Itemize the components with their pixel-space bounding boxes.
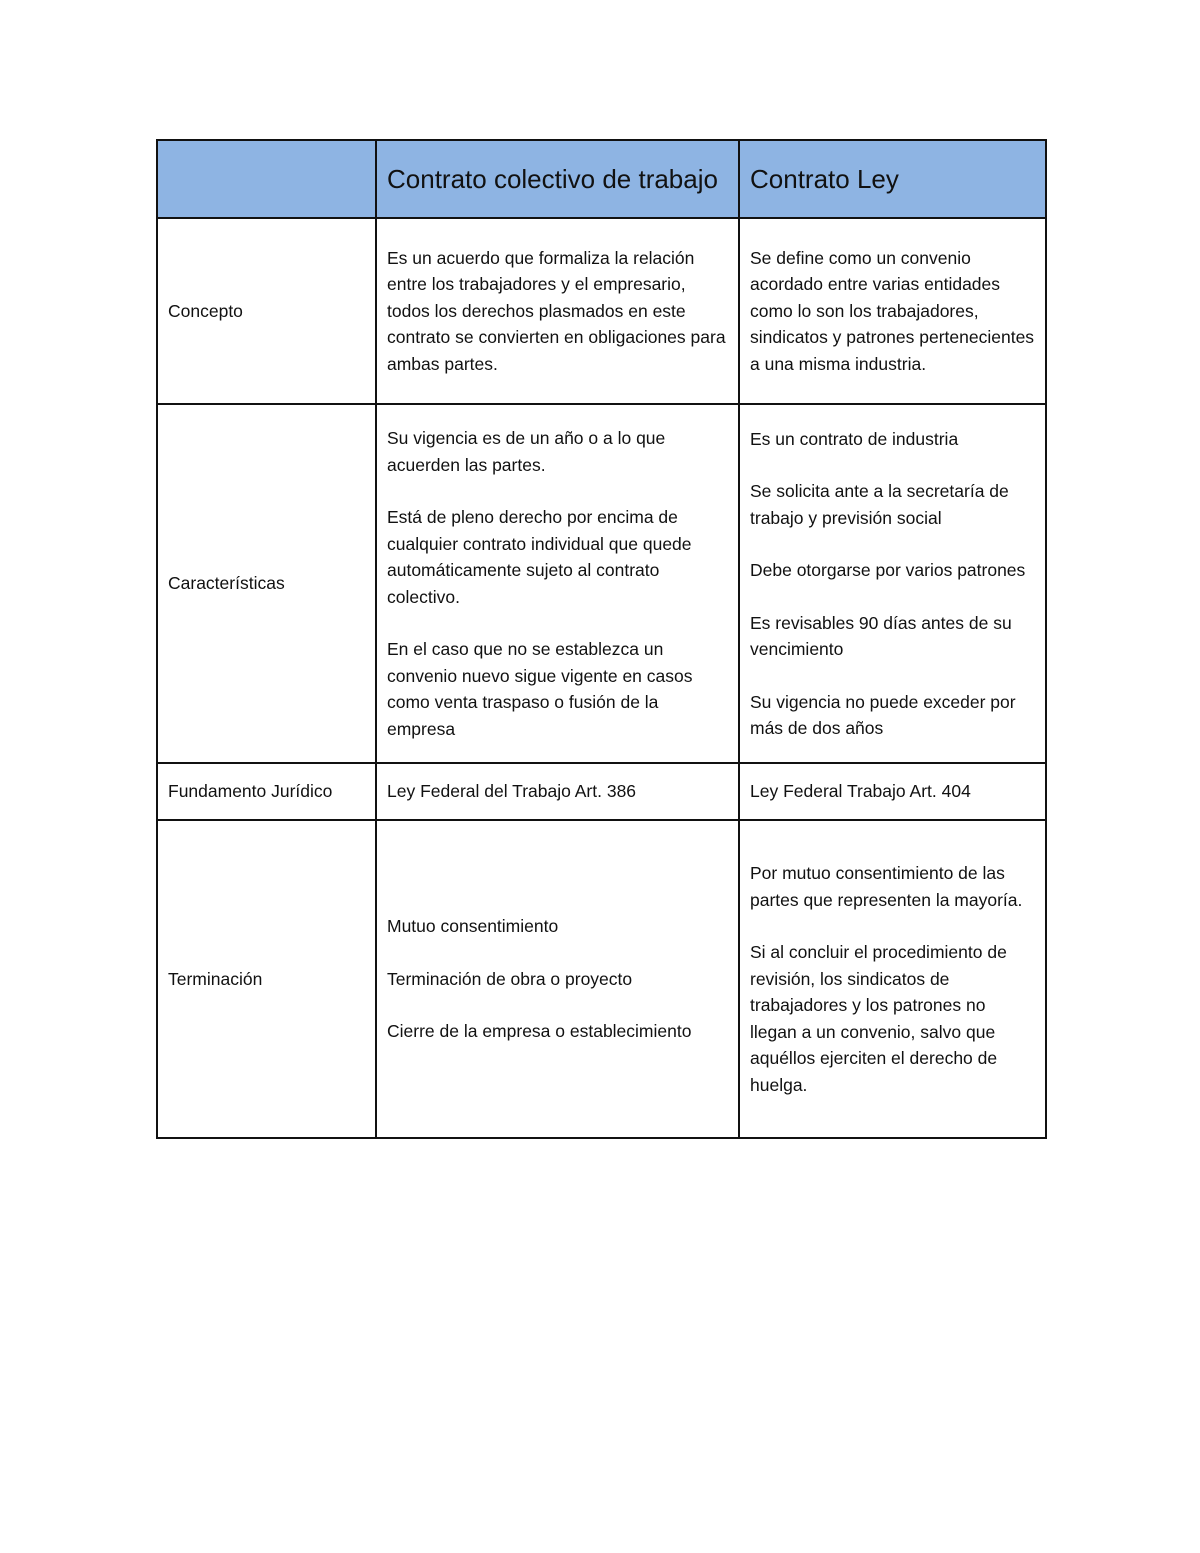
table-row	[157, 218, 1046, 404]
row-label-concepto: Concepto	[157, 218, 376, 404]
cell-paragraph: Su vigencia no puede exceder por más de dos años	[750, 691, 1016, 738]
cell-paragraph: Debe otorgarse por varios patrones	[750, 560, 1026, 580]
row-label-terminacion: Terminación	[157, 820, 376, 1138]
cell-paragraph: Cierre de la empresa o establecimiento	[387, 1021, 692, 1042]
header-contrato-colectivo: Contrato colectivo de trabajo	[376, 140, 739, 218]
table-row	[157, 820, 1046, 1138]
cell-paragraph: Es un acuerdo que formaliza la relación entre los trabajadores y el empresario, todos los derechos plasmados en este contrato se convierten en obligaciones para ambas partes.	[387, 247, 726, 374]
cell-caracteristicas-colectivo	[376, 404, 739, 763]
cell-paragraph: Se define como un convenio acordado entre varias entidades como lo son los trabajadores, sindicatos y patrones pertenecientes a una misma industria.	[750, 247, 1035, 374]
cell-terminacion-colectivo	[376, 820, 739, 1138]
cell-paragraph: Es revisables 90 días antes de su vencimiento	[750, 612, 1012, 659]
cell-concepto-ley	[739, 218, 1046, 404]
cell-paragraph: Terminación de obra o proyecto	[387, 968, 633, 989]
cell-fundamento-colectivo	[376, 763, 739, 820]
cell-paragraph: Su vigencia es de un año o a lo que acuerden las partes.	[387, 428, 666, 475]
table-row	[157, 763, 1046, 820]
row-label-caracteristicas: Características	[157, 404, 376, 763]
table-row	[157, 404, 1046, 763]
cell-paragraph: Es un contrato de industria	[750, 428, 959, 449]
cell-paragraph: Si al concluir el procedimiento de revisión, los sindicatos de trabajadores y los patrones no llegan a un convenio, salvo que aquéllos ejerciten el derecho de huelga.	[750, 942, 1007, 1095]
cell-caracteristicas-ley	[739, 404, 1046, 763]
cell-terminacion-ley	[739, 820, 1046, 1138]
cell-paragraph: Ley Federal Trabajo Art. 404	[750, 781, 971, 802]
cell-paragraph: Se solicita ante a la secretaría de trabajo y previsión social	[750, 481, 1009, 528]
comparison-table	[156, 139, 1047, 1139]
table-header-row	[157, 140, 1046, 218]
cell-concepto-colectivo	[376, 218, 739, 404]
cell-paragraph: Ley Federal del Trabajo Art. 386	[387, 781, 637, 802]
cell-paragraph: Mutuo consentimiento	[387, 916, 559, 937]
cell-fundamento-ley	[739, 763, 1046, 820]
row-label-fundamento: Fundamento Jurídico	[157, 763, 376, 820]
cell-paragraph: Por mutuo consentimiento de las partes que representen la mayoría.	[750, 863, 1023, 910]
header-contrato-ley: Contrato Ley	[739, 140, 1046, 218]
cell-paragraph: Está de pleno derecho por encima de cualquier contrato individual que quede automáticamente sujeto al contrato colectivo.	[387, 507, 692, 607]
header-empty-cell	[157, 140, 376, 218]
cell-paragraph: En el caso que no se establezca un convenio nuevo sigue vigente en casos como venta traspaso o fusión de la empresa	[387, 639, 693, 739]
